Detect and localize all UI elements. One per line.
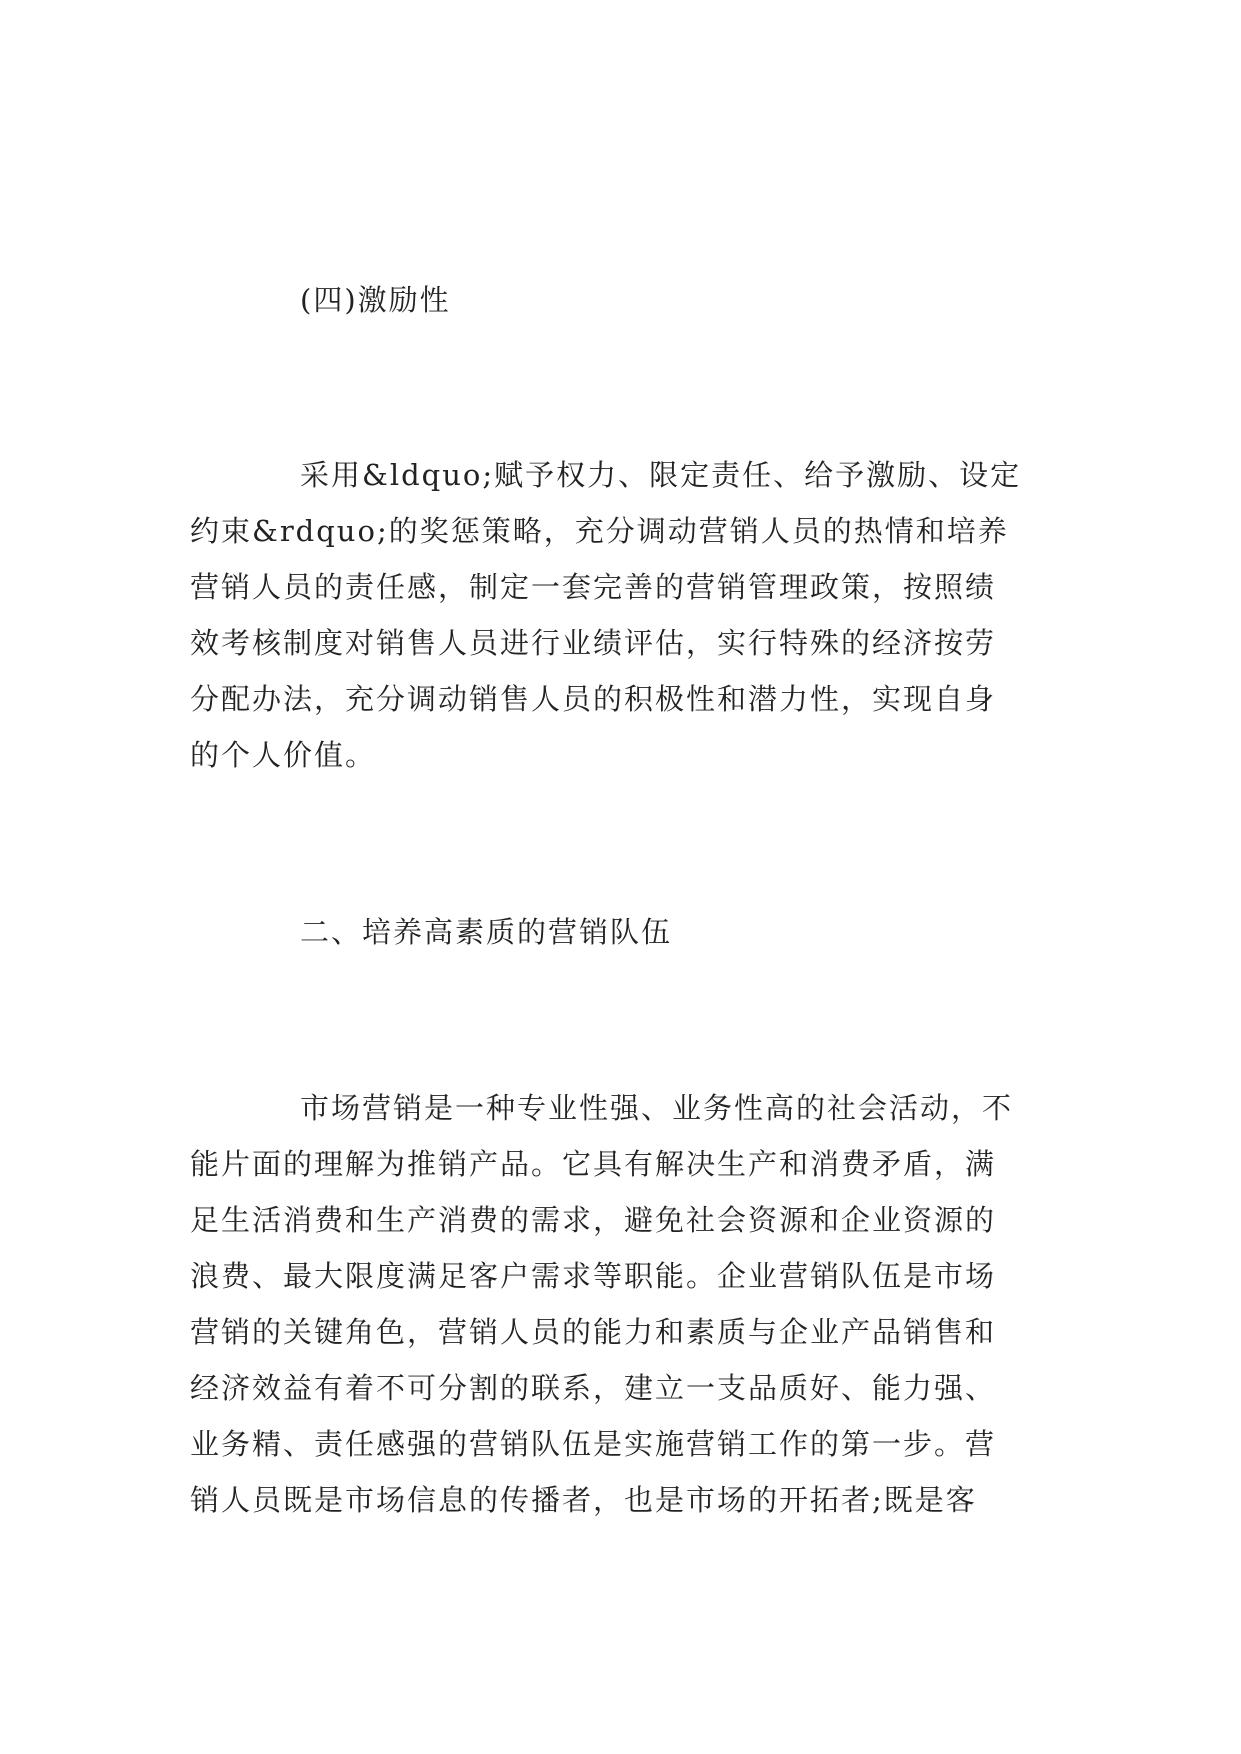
section-heading-incentive: (四)激励性 <box>300 283 451 317</box>
paragraph-line: 市场营销是一种专业性强、业务性高的社会活动，不 <box>300 1091 1014 1125</box>
paragraph-line: 经济效益有着不可分割的联系，建立一支品质好、能力强、 <box>190 1371 997 1405</box>
paragraph-line: 营销人员的责任感，制定一套完善的营销管理政策，按照绩 <box>190 570 997 604</box>
paragraph-line: 采用&ldquo;赋予权力、限定责任、给予激励、设定 <box>300 458 1022 492</box>
paragraph-line: 能片面的理解为推销产品。它具有解决生产和消费矛盾，满 <box>190 1147 997 1181</box>
paragraph-line: 足生活消费和生产消费的需求，避免社会资源和企业资源的 <box>190 1203 997 1237</box>
paragraph-line: 业务精、责任感强的营销队伍是实施营销工作的第一步。营 <box>190 1427 997 1461</box>
paragraph-line: 效考核制度对销售人员进行业绩评估，实行特殊的经济按劳 <box>190 626 997 660</box>
paragraph-line: 约束&rdquo;的奖惩策略，充分调动营销人员的热情和培养 <box>190 514 1009 548</box>
paragraph-line: 的个人价值。 <box>190 738 377 772</box>
paragraph-line: 浪费、最大限度满足客户需求等职能。企业营销队伍是市场 <box>190 1259 997 1293</box>
paragraph-line: 销人员既是市场信息的传播者，也是市场的开拓者;既是客 <box>190 1483 977 1517</box>
paragraph-line: 营销的关键角色，营销人员的能力和素质与企业产品销售和 <box>190 1315 997 1349</box>
section-heading-team: 二、培养高素质的营销队伍 <box>300 915 673 949</box>
paragraph-line: 分配办法，充分调动销售人员的积极性和潜力性，实现自身 <box>190 682 997 716</box>
